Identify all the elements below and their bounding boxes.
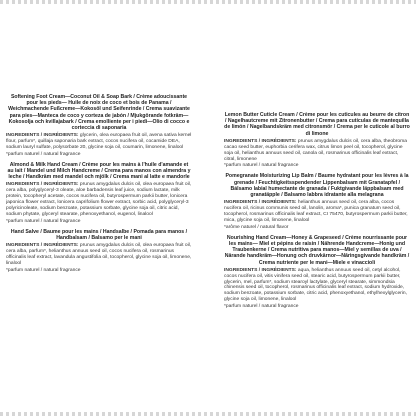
product-section-cuticle-cream [224, 112, 410, 169]
bottom-divider [0, 412, 416, 416]
right-column [224, 112, 410, 410]
fragrance-note: *parfum naturel / natural fragrance [224, 163, 299, 169]
product-section-foot-cream [6, 94, 192, 158]
product-section-nourishing-hand-cream [224, 235, 410, 310]
ingredients-list: helianthus annuus seed oil, cera alba, cocos nucifera oil, ricinus communis seed oil, lanolin, aroma*, punica granatum seed oil, tocopherol, rosmarinus officinalis leaf extract, CI 75470, butyrospermum parkii butter, mica, glycine soja oil, limonene, linalool [224, 200, 408, 223]
flavor-note: *arôme naturel / natural flavor [224, 224, 289, 230]
product-title: Almond & Milk Hand Cream / Crème pour les mains à l'huile d'amande et au lait / Mandel und Milch Handcreme / Crema para manos con almendra y leche / Handkräm med mandel och mjölk / Crema mani al latte e mandorle [7, 161, 191, 181]
ingredients-list: prunus amygdalus dulcis oil, olea europaea fruit oil, cera alba, polyglyceryl-3 oleate, aloe barbadensis leaf juice, sodium lactate, milk protein, tocopheryl acetate, cocos nucifera oil, butyrospermum parkii butter, lonicera japonica flower extract, lonicera caprifolium flower extract, sorbic acid, polyglyceryl-3 polyricinoleate, sodium benzoate, potassium sorbate, glycine soja oil, citric acid, sodium phytate, glyceryl stearate, phenoxyethanol, eugenol, linalool [6, 182, 192, 217]
product-title: Hand Salve / Baume pour les mains / Handsalbe / Pomada para manos / Handbalsam / Balsamo per le mani [10, 228, 188, 241]
ingredients-label: INGREDIENTS / INGRÉDIENTS: [224, 200, 297, 206]
ingredients-label: INGREDIENTS / INGRÉDIENTS: [6, 243, 79, 249]
ingredients-label: INGREDIENTS / INGRÉDIENTS: [224, 138, 297, 144]
ingredients-label: INGREDIENTS / INGRÉDIENTS: [6, 133, 79, 139]
ingredients-label: INGREDIENTS / INGRÉDIENTS: [6, 182, 79, 188]
ingredients-label: INGREDIENTS / INGRÉDIENTS: [224, 267, 297, 273]
fragrance-note: *parfum naturel / natural fragrance [224, 304, 299, 310]
ingredients-list: prunus amygdalus dulcis oil, olea europaea fruit oil, cera alba, parfum*, helianthus annuus seed oil, cocos nucifera oil, rosmarinus officinalis leaf extract, lavandula angustifolia oil, tocopherol, glycine soja oil, limonene, linalool [6, 243, 192, 266]
fragrance-note: *parfum naturel / natural fragrance [6, 267, 81, 273]
product-section-hand-salve [6, 229, 192, 274]
product-title: Pomegranate Moisturizing Lip Balm / Baume hydratant pour les lèvres à la grenade / Feuchtigkeitsspendender Lippenbalsam mit Granatapfel / Bálsamo labial humectante de granada / Fuktgivande läppbalsam med granatäpple / Balsamo labbra idratante alla melagrana [225, 173, 409, 198]
top-divider [0, 0, 416, 4]
product-title: Nourishing Hand Cream—Honey & Grapeseed / Crème nourrissante pour les mains— Miel et pépins de raisin / Nährende Handcreme—Honig und Traubenkerne / Crema nutritiva para manos—Miel y semillas de uva / Närande handkräm—Honung och druvkärnor—Nāringsgivande handkräm / Crema nutriente per le mani—Miele e vinaccioli [224, 234, 410, 266]
ingredients-list: aqua, helianthus annuus seed oil, cetyl alcohol, cocos nucifera oil, vitis vinifera seed oil, stearic acid, butyrospermum parkii butter, glycerin, mel, parfum*, sodium stearoyl lactylate, glyceryl stearate, simmondsia chinensis seed oil, tocopherol, rosmarinus officinalis leaf extract, sodium hydroxide, sodium benzoate, potassium sorbate, citric acid, phenoxyethanol, ethylhexylglycerin, glycine soja oil, limonene, linalool [224, 267, 407, 303]
product-section-lip-balm [224, 173, 410, 230]
product-title: Softening Foot Cream—Coconut Oil & Soap Bark / Crème adoucissante pour les pieds— Huile de noix de coco et bois de Panama / Weichmachende Fußcreme—Kokosöl und Seifenrinde / Crema suavizante para pies—Manteca de coco y corteza de jabón / Mjukgörande fotkräm—Kokosolja och kvillajabark / Crema emolliente per i piedi—Olio di cocco e corteccia di saponaria [8, 94, 190, 132]
left-column [6, 94, 192, 410]
fragrance-note: *parfum naturel / natural fragrance [6, 218, 81, 224]
fragrance-note: *parfum naturel / natural fragrance [6, 151, 81, 157]
ingredients-list: glycerin, olea europaea fruit oil, avena sativa kernel flour, parfum*, quillaja saponaria bark extract, cocos nucifera oil, cocamide DEA, sodium lauryl sulfate, polysorbate 20, glycine soja oil, coumarin, limonene, linalool [6, 133, 192, 151]
product-title: Lemon Butter Cuticle Cream / Crème pour les cuticules au beurre de citron / Nagelhautcreme mit Zitronenbutter / Crema para cutículas de mantequilla de limón / Nagelbandskräm med citronsmör / Crema per le cuticole al burro di limone [224, 112, 410, 137]
ingredients-list: prunus amygdalus dulcis oil, cera alba, theobroma cacao seed butter, euphorbia cerifera wax, citrus limon peel oil, tocopherol, glycine soja oil, helianthus annuus seed oil, canola oil, rosmarinus officinalis leaf extract, citral, limonene [224, 138, 407, 162]
product-section-almond-hand-cream [6, 162, 192, 225]
